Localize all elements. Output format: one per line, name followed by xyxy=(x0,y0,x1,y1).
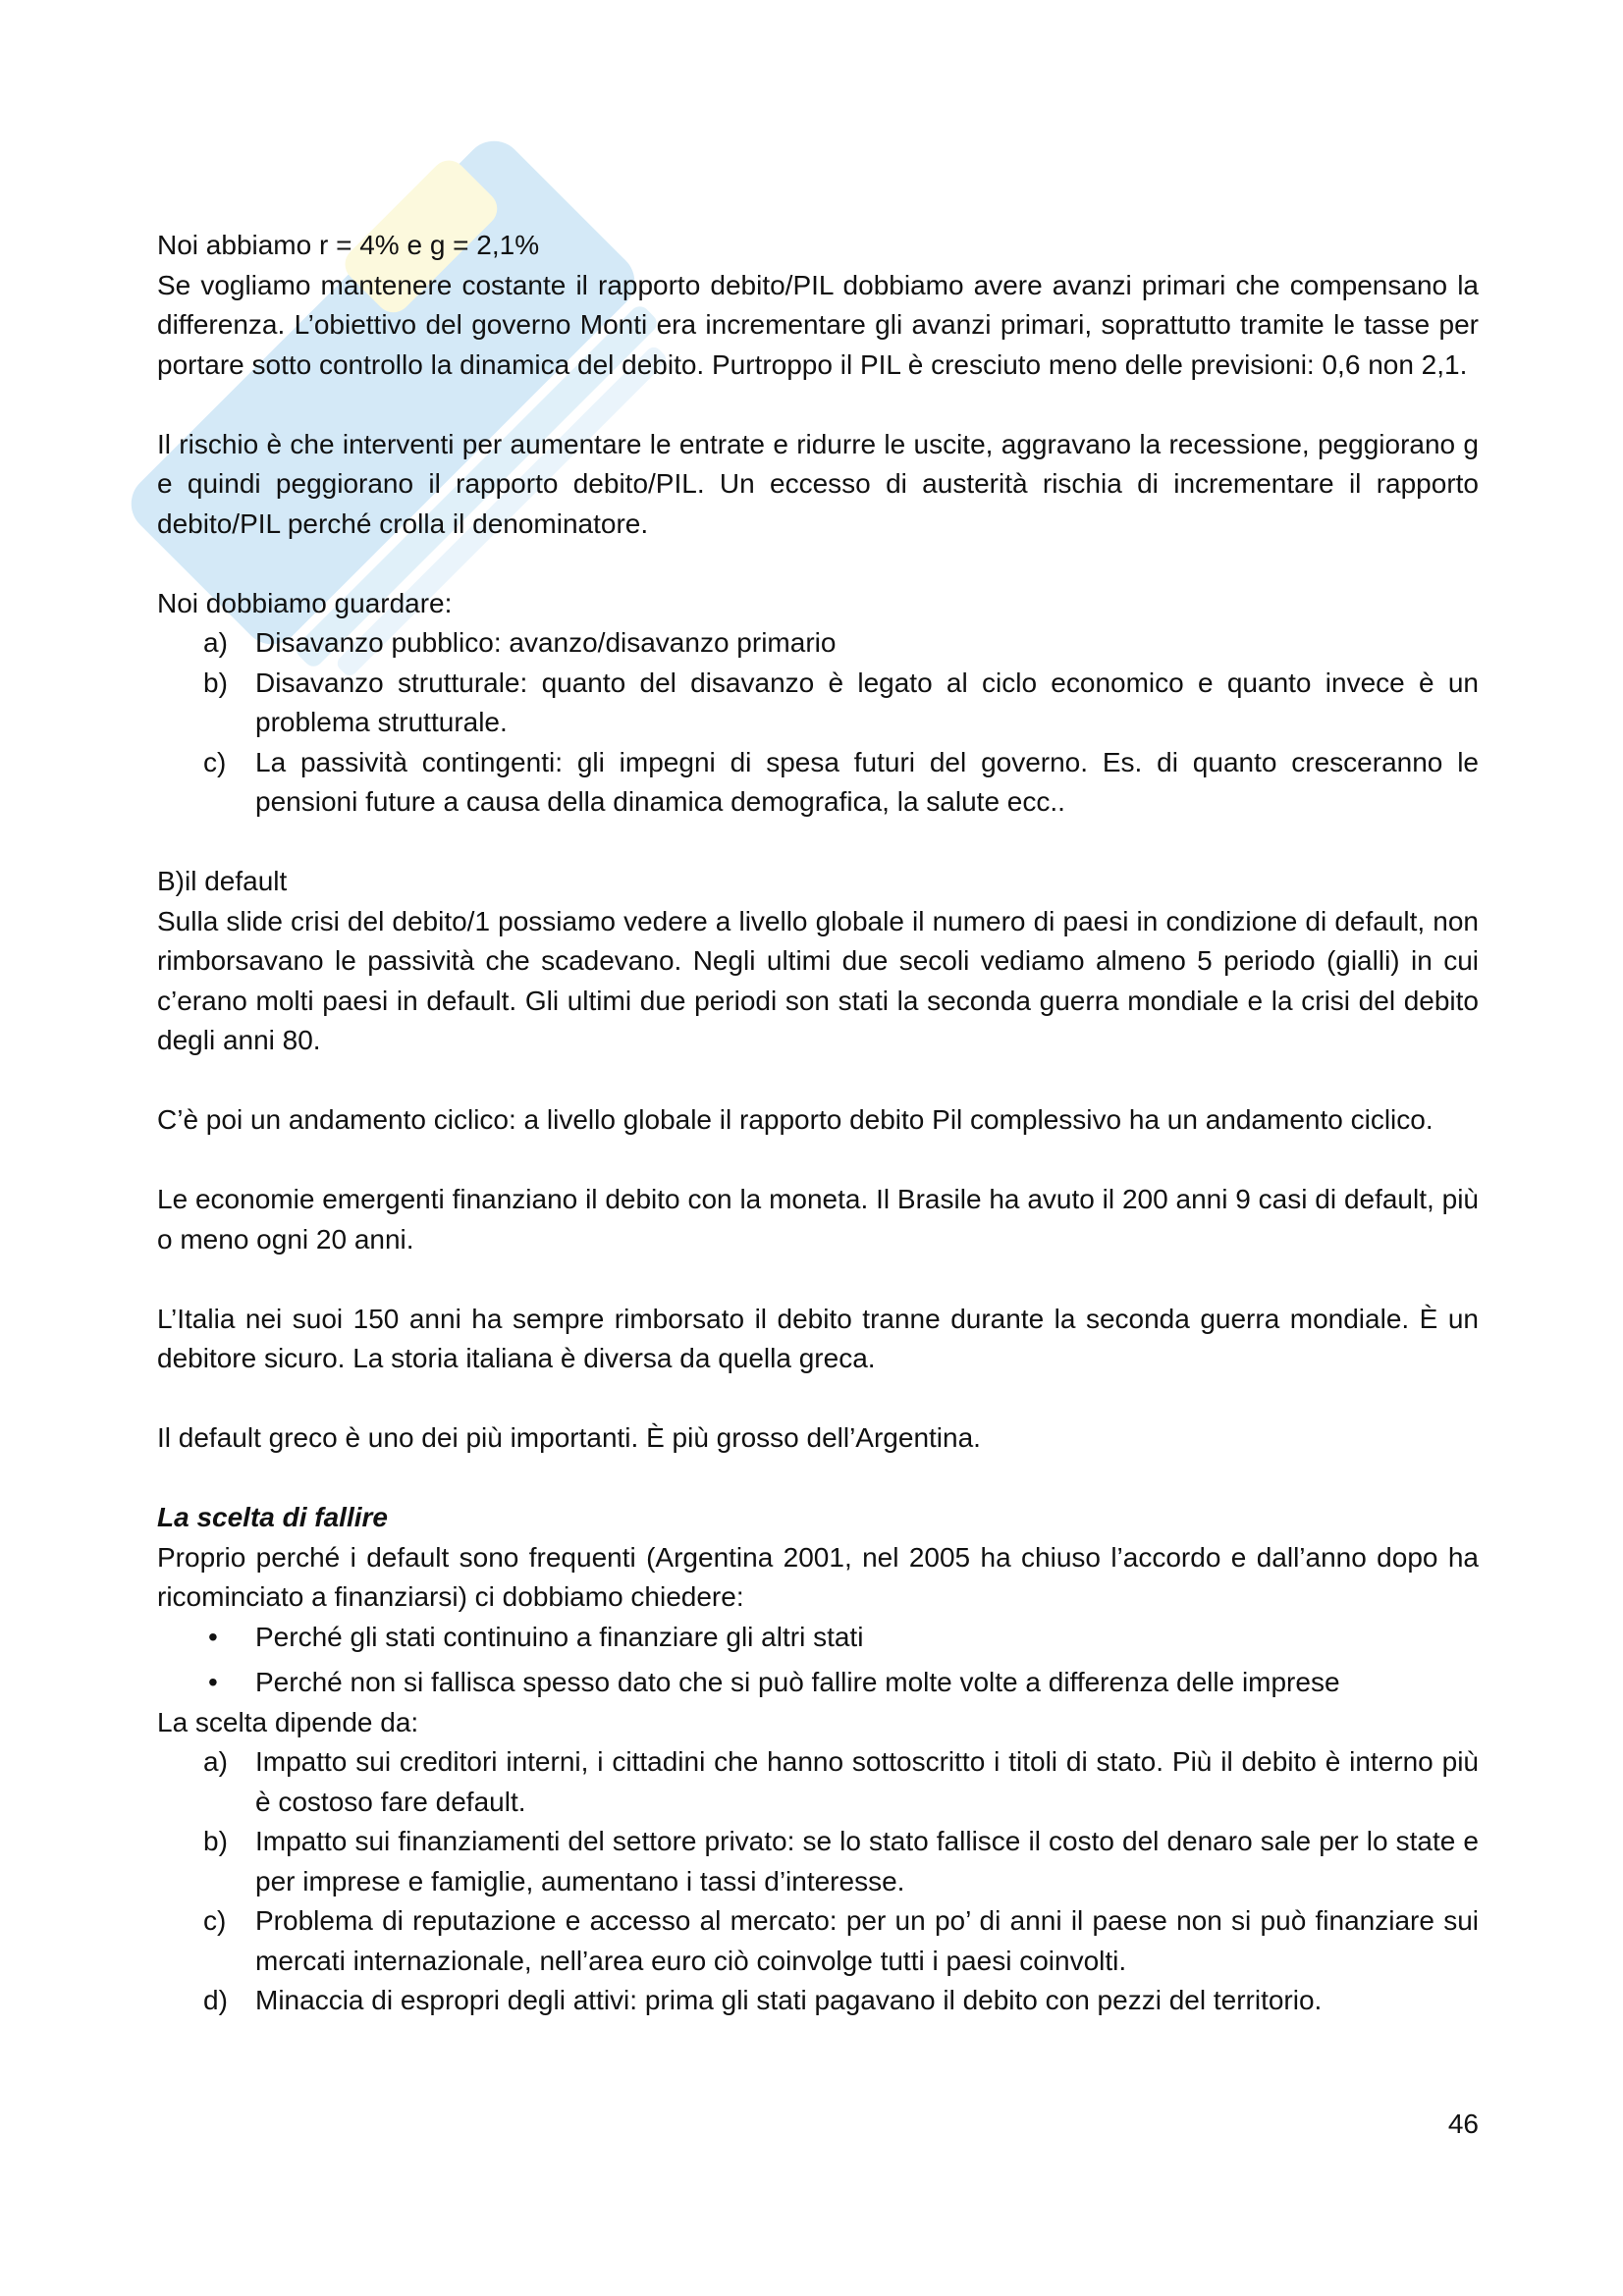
paragraph: C’è poi un andamento ciclico: a livello globale il rapporto debito Pil complessivo ha un andamento ciclico. xyxy=(157,1104,1434,1135)
paragraph: Sulla slide crisi del debito/1 possiamo vedere a livello globale il numero di paesi in condizione di default, non rimborsavano le passività che scadevano. Negli ultimi due secoli vediamo almeno 5 periodo (gialli) in cui c’erano molti paesi in default. Gli ultimi due periodi son stati la seconda guerra mondiale e la crisi del debito degli anni 80. xyxy=(157,905,1479,1055)
list-marker: c) xyxy=(203,746,227,777)
ordered-list xyxy=(157,1742,1479,2021)
list-item xyxy=(157,1901,1479,1981)
paragraph: La scelta dipende da: xyxy=(157,1706,419,1737)
list-marker: c) xyxy=(203,1905,227,1936)
paragraph: Il default greco è uno dei più importanti. È più grosso dell’Argentina. xyxy=(157,1422,981,1453)
list-item-text: Disavanzo pubblico: avanzo/disavanzo primario xyxy=(255,627,837,658)
list-item-text: Impatto sui creditori interni, i cittadini che hanno sottoscritto i titoli di stato. Più il debito è interno più è costoso fare default. xyxy=(255,1746,1479,1817)
list-item xyxy=(157,1822,1479,1901)
list-item xyxy=(157,623,1479,664)
list-item-text: Problema di reputazione e accesso al mercato: per un po’ di anni il paese non si può finanziare sui mercati internazionale, nell’area euro ciò coinvolge tutti i paesi coinvolti. xyxy=(255,1905,1479,1976)
list-item xyxy=(157,743,1479,823)
list-item-text: Disavanzo strutturale: quanto del disavanzo è legato al ciclo economico e quanto invece è un problema strutturale. xyxy=(255,667,1479,737)
ordered-list xyxy=(157,623,1479,823)
paragraph: Le economie emergenti finanziano il debito con la moneta. Il Brasile ha avuto il 200 anni 9 casi di default, più o meno ogni 20 anni. xyxy=(157,1184,1479,1255)
list-marker: b) xyxy=(203,1826,228,1856)
paragraph: Proprio perché i default sono frequenti (Argentina 2001, nel 2005 ha chiuso l’accordo e dall’anno dopo ha ricominciato a finanziarsi) ci dobbiamo chiedere: xyxy=(157,1541,1479,1612)
paragraph: Il rischio è che interventi per aumentare le entrate e ridurre le uscite, aggravano la recessione, peggiorano g e quindi peggiorano il rapporto debito/PIL. Un eccesso di austerità rischia di incrementare il rapporto debito/PIL perché crolla il denominatore. xyxy=(157,428,1479,539)
list-item-text: Impatto sui finanziamenti del settore privato: se lo stato fallisce il costo del denaro sale per lo state e per imprese e famiglie, aumentano i tassi d’interesse. xyxy=(255,1826,1479,1896)
bullet-icon: • xyxy=(208,1667,218,1697)
list-marker: a) xyxy=(203,627,228,658)
bullet-icon: • xyxy=(208,1621,218,1652)
list-item-text: La passività contingenti: gli impegni di spesa futuri del governo. Es. di quanto cresceranno le pensioni future a causa della dinamica demografica, la salute ecc.. xyxy=(255,746,1479,817)
list-marker: a) xyxy=(203,1746,228,1777)
paragraph: Noi dobbiamo guardare: xyxy=(157,587,453,618)
paragraph: Se vogliamo mantenere costante il rapporto debito/PIL dobbiamo avere avanzi primari che compensano la differenza. L’obiettivo del governo Monti era incrementare gli avanzi primari, soprattutto tramite le tasse per portare sotto controllo la dinamica del debito. Purtroppo il PIL è cresciuto meno delle previsioni: 0,6 non 2,1. xyxy=(157,269,1479,380)
list-item-text: Minaccia di espropri degli attivi: prima gli stati pagavano il debito con pezzi del territorio. xyxy=(255,1985,1323,2015)
list-item xyxy=(157,664,1479,743)
list-item xyxy=(157,1981,1479,2021)
bullet-item xyxy=(157,1618,1479,1658)
section-heading: La scelta di fallire xyxy=(157,1502,388,1532)
bullet-item xyxy=(157,1663,1479,1703)
bullet-list xyxy=(157,1618,1479,1703)
list-marker: b) xyxy=(203,667,228,698)
bullet-text: Perché non si fallisca spesso dato che si può fallire molte volte a differenza delle imprese xyxy=(255,1667,1340,1697)
document-page xyxy=(157,226,1479,2021)
paragraph: L’Italia nei suoi 150 anni ha sempre rimborsato il debito tranne durante la seconda guerra mondiale. È un debitore sicuro. La storia italiana è diversa da quella greca. xyxy=(157,1303,1479,1373)
list-item xyxy=(157,1742,1479,1822)
list-marker: d) xyxy=(203,1985,228,2015)
bullet-text: Perché gli stati continuino a finanziare gli altri stati xyxy=(255,1621,864,1652)
section-title: B)il default xyxy=(157,866,288,896)
intro-line: Noi abbiamo r = 4% e g = 2,1% xyxy=(157,230,540,260)
page-number: 46 xyxy=(1447,2109,1479,2139)
